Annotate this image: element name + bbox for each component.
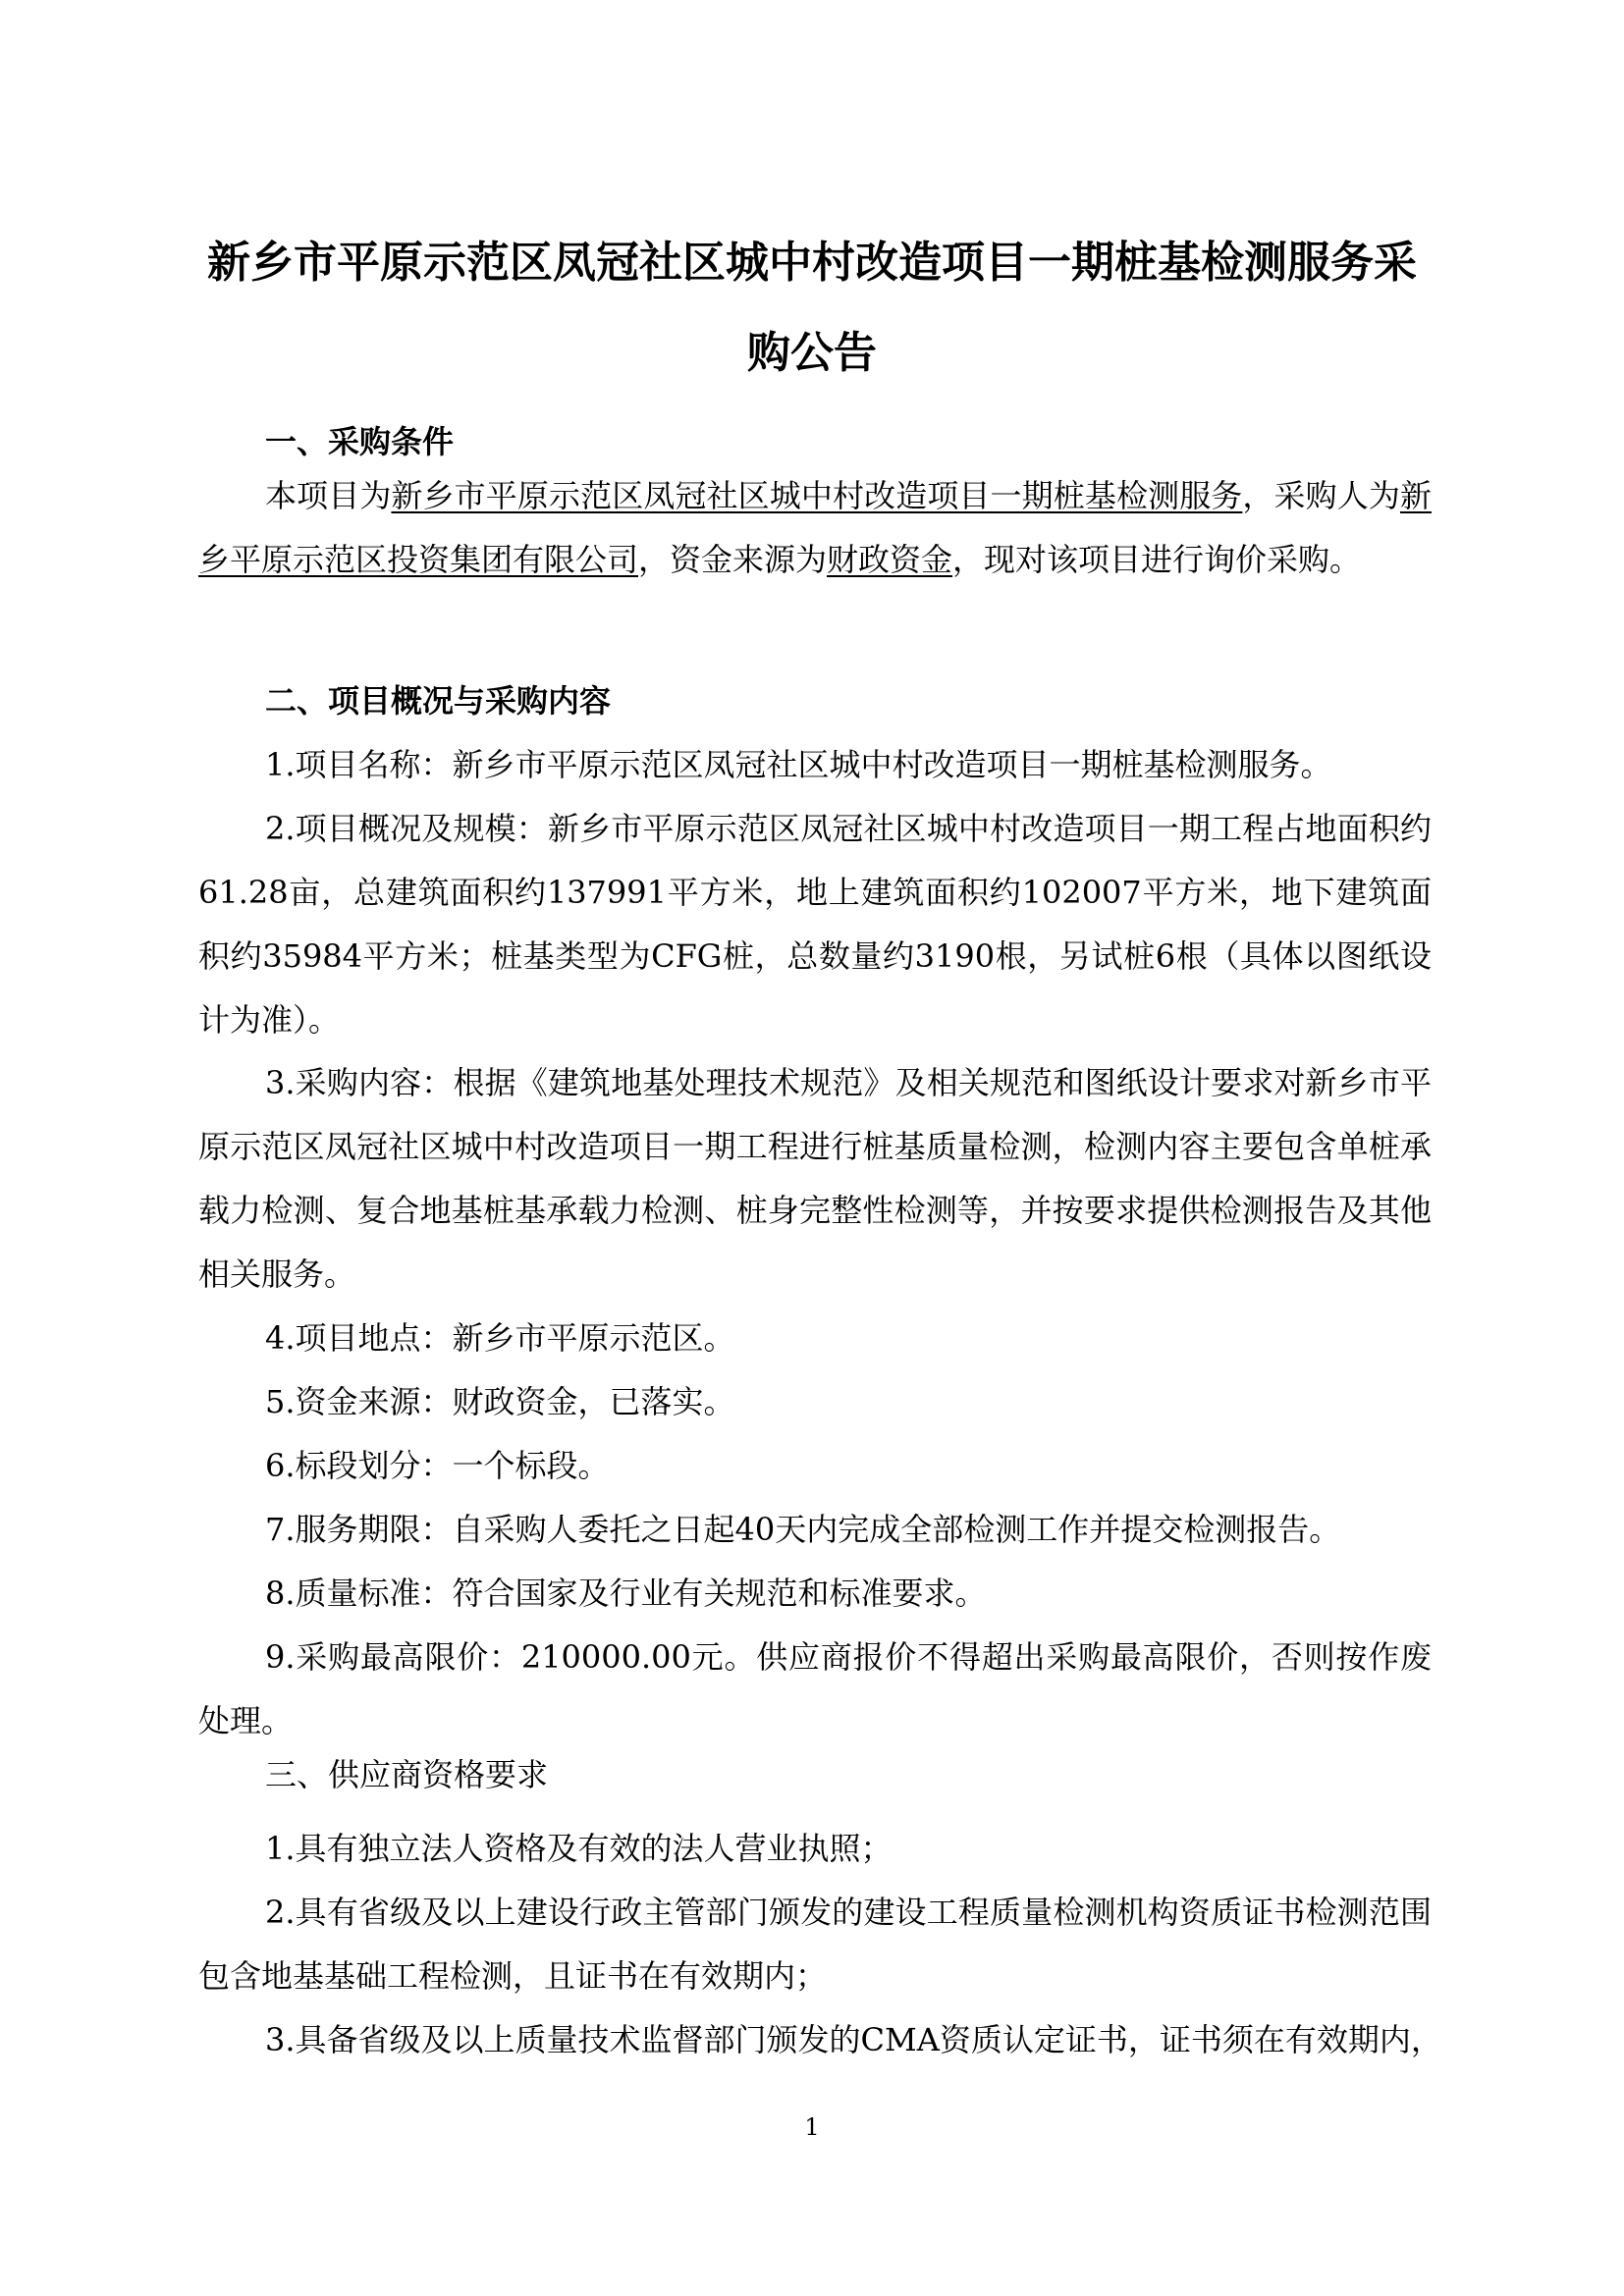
item-project-name: 1.项目名称：新乡市平原示范区凤冠社区城中村改造项目一期桩基检测服务。 <box>265 746 1332 783</box>
item-fund-source: 5.资金来源：财政资金，已落实。 <box>265 1383 735 1420</box>
section-3-heading: 三、供应商资格要求 <box>265 1756 549 1793</box>
fund-source-underlined: 财政资金 <box>827 541 953 578</box>
item-project-location: 4.项目地点：新乡市平原示范区。 <box>265 1319 735 1357</box>
paragraph-text: 本项目为 <box>265 477 392 514</box>
section-1-paragraph <box>198 464 1432 592</box>
qualification-item-2: 2.具有省级及以上建设行政主管部门颁发的建设工程质量检测机构资质证书检测范围包含地基基础工程检测，且证书在有效期内； <box>198 1894 1432 1995</box>
page-number: 1 <box>804 2113 820 2141</box>
paragraph-text: ，资金来源为 <box>638 541 828 578</box>
paragraph-text: ，现对该项目进行询价采购。 <box>952 541 1362 578</box>
item-lot-division: 6.标段划分：一个标段。 <box>265 1447 610 1484</box>
section-1-heading: 一、采购条件 <box>265 423 455 460</box>
item-price-cap: 9.采购最高限价：210000.00元。供应商报价不得超出采购最高限价，否则按作废处理。 <box>198 1638 1432 1739</box>
item-service-period: 7.服务期限：自采购人委托之日起40天内完成全部检测工作并提交检测报告。 <box>265 1511 1341 1548</box>
qualification-item-1: 1.具有独立法人资格及有效的法人营业执照； <box>265 1830 893 1867</box>
document-title: 新乡市平原示范区凤冠社区城中村改造项目一期桩基检测服务采购公告 <box>207 238 1417 378</box>
project-name-underlined: 新乡市平原示范区凤冠社区城中村改造项目一期桩基检测服务 <box>391 477 1243 514</box>
item-quality-standard: 8.质量标准：符合国家及行业有关规范和标准要求。 <box>265 1575 987 1612</box>
purchaser-name-underlined: 新乡平原示范区投资集团有限公司 <box>198 477 1432 578</box>
qualification-item-3: 3.具备省级及以上质量技术监督部门颁发的CMA资质认定证书，证书须在有效期内， <box>265 2021 1442 2058</box>
item-project-overview: 2.项目概况及规模：新乡市平原示范区凤冠社区城中村改造项目一期工程占地面积约61.28亩，总建筑面积约137991平方米，地上建筑面积约102007平方米，地下建筑面积约35984平方米；桩基类型为CFG桩，总数量约3190根，另试桩6根（具体以图纸设计为准）。 <box>198 810 1432 1039</box>
paragraph-text: ，采购人为 <box>1242 477 1400 514</box>
item-procurement-content: 3.采购内容：根据《建筑地基处理技术规范》及相关规范和图纸设计要求对新乡市平原示范区凤冠社区城中村改造项目一期工程进行桩基质量检测，检测内容主要包含单桩承载力检测、复合地基桩基承载力检测、桩身完整性检测等，并按要求提供检测报告及其他相关服务。 <box>198 1064 1432 1293</box>
section-2-heading: 二、项目概况与采购内容 <box>265 682 612 720</box>
